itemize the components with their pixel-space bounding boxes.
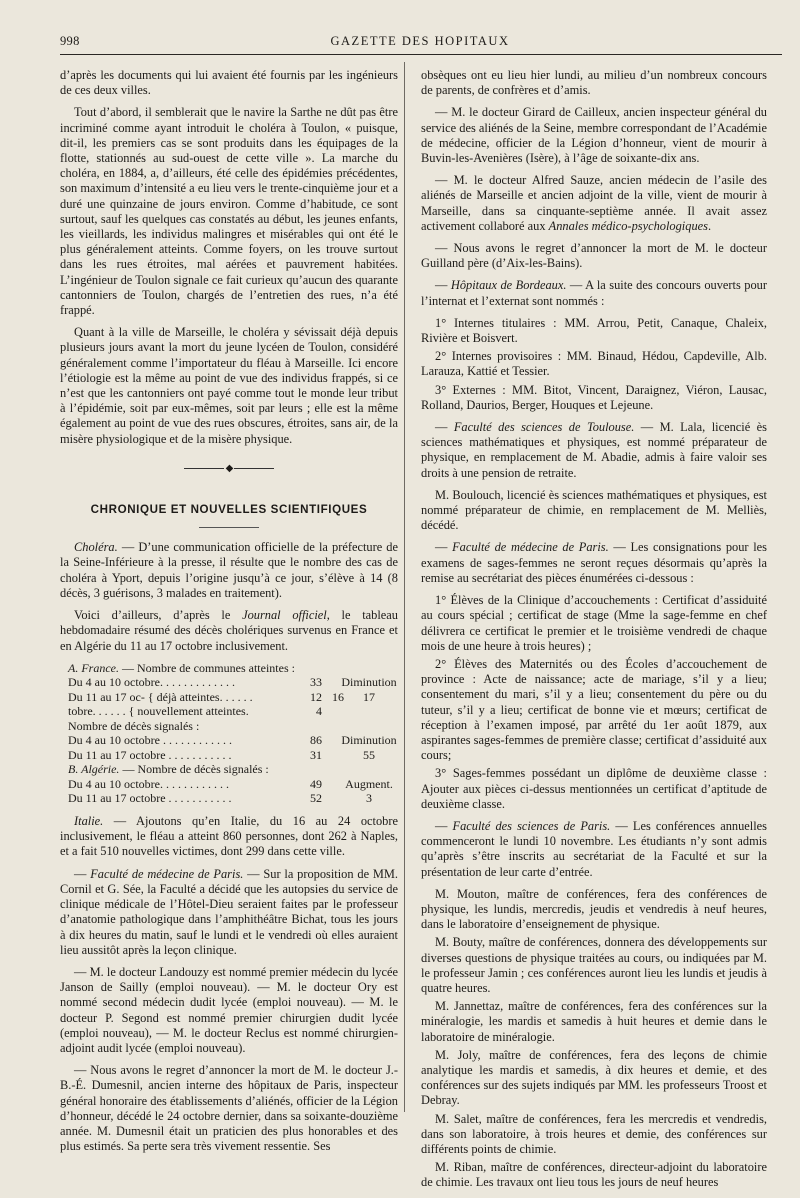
list-item: M. Bouty, maître de conférences, donnera des développements sur diverses questions de physique traitées au cours, ou indiquées par M. le professeur Jamin ; ces conférences auront lieu les lundis et jeudis à quatre heures. — [421, 935, 767, 995]
table-subheading: Nombre de décès signalés : — [68, 718, 200, 733]
paragraph-text: — Sur la proposition de MM. Cornil et G. Sée, la Faculté a décidé que les autopsies du service de clinique médicale de l’Hôtel-Dieu seraient faites par le professeur d’anatomie pathologique dans l’amphithéâtre Bichat, tous les jours à dix heures du matin, sauf le lundi et le vendredi où elles auraient lieu aussitôt après la leçon clinique. — [60, 866, 398, 957]
rubric-label: Faculté des sciences de Paris. — [452, 818, 611, 833]
paragraph-faculte: — Faculté de médecine de Paris. — Sur la proposition de MM. Cornil et G. Sée, la Faculté a décidé que les autopsies du service de clinique médicale de l’Hôtel-Dieu seraient faites par le professeur d’anatomie pathologique dans l’amphithéâtre Bichat, tous les jours à dix heures du matin, sauf le lundi et le vendredi où elles auraient lieu aussitôt après la leçon clinique. — [60, 866, 398, 957]
paragraph-text: — D’une communication officielle de la préfecture de la Seine-Inférieure à la presse, il résulte que le nombre des cas de choléra à Yport, depuis l’origine jusqu’à ce jour, s’élève à 14 (8 décès, 3 guérisons, 3 malades en traitement). — [60, 540, 398, 600]
section-title: CHRONIQUE ET NOUVELLES SCIENTIFIQUES — [90, 503, 368, 517]
row-label: Du 11 au 17 octobre . . . . . . . . . . . — [68, 791, 232, 806]
row-value: 33 — [310, 675, 322, 690]
paragraph-text: Voici d’ailleurs, d’après le — [74, 608, 243, 623]
table-row — [68, 791, 398, 806]
table-row — [68, 733, 398, 748]
rubric-label: Choléra. — [74, 540, 118, 555]
row-label: Du 4 au 10 octobre. . . . . . . . . . . . . — [68, 675, 235, 690]
paragraph: d’après les documents qui lui avaient été fournis par les ingénieurs de ces deux villes. — [60, 68, 398, 98]
row-value: 4 — [316, 704, 322, 719]
table-heading — [68, 661, 398, 675]
result-number: 55 — [363, 747, 375, 762]
paragraph: — M. le docteur Girard de Cailleux, ancien inspecteur général du service des aliénés de la Seine, membre correspondant de l’Académie de médecine, officier de la Légion d’honneur, vient de mourir à Buvin-les-Avenières (Isère), à l’âge de soixante-dix ans. — [421, 105, 767, 166]
list-item: 2° Internes provisoires : MM. Binaud, Hédou, Capdeville, Alb. Larauza, Kattié et Tessier. — [421, 349, 767, 379]
row-value: 31 — [310, 747, 322, 762]
row-value: 52 — [310, 791, 322, 806]
paragraph-text: — Ajoutons qu’en Italie, du 16 au 24 octobre inclusivement, le fléau a atteint 860 personnes, dont 262 à Naples, et a fait 510 nouvelles victimes, dont 299 dans cette ville. — [60, 814, 398, 859]
list-item: 1° Internes titulaires : MM. Arrou, Petit, Canaque, Chaleix, Rivière et Boisvert. — [421, 315, 767, 346]
result-word: Diminution — [341, 733, 397, 748]
paragraph: — Nous avons le regret d’annoncer la mort de M. le docteur J.-B.-É. Dumesnil, ancien interne des hôpitaux de Paris, inspecteur général honoraire des établissements d’aliénés, officier de la Légion d’honneur, décédé le 24 octobre dernier, dans sa soixante-douzième année. M. Dumesnil était un praticien des plus honorables et des plus estimés. Sa perte sera très vivement ressentie. Ses — [60, 1063, 398, 1154]
rubric-label: Faculté des sciences de Toulouse. — [453, 420, 635, 435]
list-item: 2° Élèves des Maternités ou des Écoles d’accouchement de province : Acte de naissance; acte de mariage, s’il y a lieu; consentement du mari, s’il y a lieu; consentement du père ou du tuteur, s’il y a lieu; certificat de bonne vie et mœurs; certificat de réception à l’examen imposé, par arrêté du 1er août 1879, aux aspirantes sages-femmes de première classe; certificat d’assiduité aux cours; — [421, 656, 767, 763]
paragraph-italie — [60, 814, 398, 860]
paragraph: M. Boulouch, licencié ès sciences mathématiques et physiques, est nommé préparateur de chimie, en remplacement de M. Melliès, décédé. — [421, 487, 767, 533]
list-item: M. Mouton, maître de conférences, fera des conférences de physique, les lundis, mercredis, jeudis et vendredis à neuf heures, dans le laboratoire d’enseignement de physique. — [421, 886, 767, 932]
list-item: M. Salet, maître de conférences, fera les mercredis et vendredis, dans son laboratoire, à trois heures et demie, des conférences sur différents points de chimie. — [421, 1111, 767, 1156]
table-row — [68, 777, 398, 792]
list-item: M. Jannettaz, maître de conférences, fera des conférences sur la minéralogie, les mardis et samedis à huit heures et demie dans le laboratoire de minéralogie. — [421, 999, 767, 1044]
row-value: 49 — [310, 776, 322, 791]
list-item: M. Riban, maître de conférences, directeur-adjoint du laboratoire de chimie. Les travaux ont lieu tous les jours de neuf heures — [421, 1160, 767, 1190]
page-number: 998 — [60, 34, 80, 48]
paragraph-text: — Les conférences annuelles commenceront le lundi 10 novembre. Les étudiants n’y sont admis qu’après s’être inscrits au secrétariat de la Faculté et sur la présentation de leur carte d’entrée. — [421, 818, 767, 879]
table-row — [68, 748, 398, 763]
paragraph-text: — M. Lala, licencié ès sciences mathématiques et physiques, est nommé préparateur de physique, en remplacement de M. Abadie, admis à faire valoir ses droits à une pension de retraite. — [421, 420, 767, 480]
table-title: — Nombre de décès signalés : — [119, 762, 269, 777]
header-rule — [60, 54, 782, 55]
list-item: 3° Externes : MM. Bitot, Vincent, Daraignez, Viéron, Lausac, Rolland, Daurios, Berger, Houques et Lejeune. — [421, 382, 767, 412]
paragraph: obsèques ont eu lieu hier lundi, au milieu d’un nombreux concours de parents, de confrères et d’amis. — [421, 68, 767, 98]
paragraph: Tout d’abord, il semblerait que le navire la Sarthe ne dût pas être incriminé comme ayant introduit le choléra à Toulon, « puisque, dit-il, les premiers cas se sont produits dans les équipages de la flotte, stationnés au sud-ouest de cette ville ». La marche du choléra, en 1884, a, d’ailleurs, été celle des épidémies précédentes, son maximum d’intensité a eu lieu vers le trente-cinquième jour et a duré une quinzaine de jours environ. Comme d’habitude, ce sont surtout, sauf les quelques cas constatés au début, les jeunes enfants, les vieillards, les individus malingres et misérables qui ont été le plus généralement atteints. Comme foyers, on les trouve surtout dans les rues étroites, mal aérées et pauvrement habitées. L’ingénieur de Toulon signale ce fait curieux qu’aucun des quarante cantonniers de Toulon, chargés de l’entretien des rues, n’a été frappé. — [60, 105, 398, 318]
right-column — [421, 68, 767, 1198]
paragraph — [60, 608, 398, 654]
row-label: tobre. . . . . . { nouvellement atteintes. — [68, 704, 249, 719]
table-row — [68, 704, 398, 719]
paragraph-cholera — [60, 540, 398, 601]
section-rule — [199, 527, 259, 528]
list-item: 1° Élèves de la Clinique d’accouchements : Certificat d’assiduité au cours spécial ; certificat de stage (Mme la sage-femme en chef délivrera ce certificat le premier et le troisième vendredi de chaque mois de une heure à trois heures) ; — [421, 593, 767, 653]
rubric-label: Hôpitaux de Bordeaux. — [450, 278, 567, 293]
table-row — [68, 675, 398, 690]
list-item: M. Joly, maître de conférences, fera des leçons de chimie analytique les mardis et samedis, à dix heures et demie, et des conférences sur des sujets indiqués par MM. les professeurs Troost et Debray. — [421, 1047, 767, 1108]
result-word: Augment. — [345, 776, 393, 791]
paragraph — [421, 173, 767, 234]
row-label: Du 11 au 17 oc- { déjà atteintes. . . . . . — [68, 689, 253, 704]
table-row — [68, 690, 398, 705]
journal-name: Annales médico-psychologiques — [548, 218, 708, 233]
row-label: Du 11 au 17 octobre . . . . . . . . . . . — [68, 747, 232, 762]
paragraph-text: , le tableau hebdomadaire résumé des décès cholériques survenus en France et en Algérie du 11 au 17 octobre inclusivement. — [60, 608, 398, 653]
table-title: — Nombre de communes atteintes : — [118, 660, 295, 675]
row-value: 86 — [310, 733, 322, 748]
row-label: Du 4 au 10 octobre . . . . . . . . . . . . — [68, 733, 232, 748]
paragraph-bordeaux: — Hôpitaux de Bordeaux. — A la suite des concours ouverts pour l’internat et l’externat sont nommés : — [421, 278, 767, 308]
column-divider — [404, 62, 405, 1112]
paragraph-text: — Les consignations pour les examens de sages-femmes ne seront reçues désormais qu’après la remise au secrétariat des pièces énumérées ci-dessous : — [421, 540, 767, 585]
row-value: 12 — [310, 689, 322, 704]
paragraph: — M. le docteur Landouzy est nommé premier médecin du lycée Janson de Sailly (emploi nouveau). — M. le docteur Ory est nommé second médecin dudit lycée (emploi nouveau). — M. le docteur P. Segond est nommé premier chirurgien dudit lycée (emploi nouveau), — M. le docteur Reclus est nommé chirurgien-adjoint audit lycée (emploi nouveau). — [60, 964, 398, 1055]
rubric-label: Faculté de médecine de Paris. — [452, 540, 609, 555]
journal-title: GAZETTE DES HOPITAUX — [330, 34, 510, 48]
table-label: B. Algérie. — [68, 762, 120, 777]
paragraph: — Nous avons le regret d’annoncer la mort de M. le docteur Guilland père (d’Aix-les-Bains). — [421, 241, 767, 271]
paragraph-toulouse: — Faculté des sciences de Toulouse. — M. Lala, licencié ès sciences mathématiques et physiques, est nommé préparateur de physique, en remplacement de M. Abadie, admis à faire valoir ses droits à une pension de retraite. — [421, 420, 767, 480]
result-number: 17 — [363, 689, 375, 704]
left-column — [60, 68, 398, 1161]
paragraph-fmp: — Faculté de médecine de Paris. — Les consignations pour les examens de sages-femmes ne seront reçues désormais qu’après la remise au secrétariat des pièces énumérées ci-dessous : — [421, 540, 767, 585]
paragraph-text: . — [707, 218, 712, 233]
result-word: Diminution — [341, 675, 397, 690]
result-number: 3 — [366, 791, 372, 806]
paragraph: Quant à la ville de Marseille, le choléra y sévissait déjà depuis plusieurs jours avant la mort du jeune lycéen de Toulon, considéré généralement comme l’importateur du fléau à Marseille. Ici encore l’étiologie est la même au point de vue des individus frappés, si ce n’est que les cantonniers ont payé comme tout le monde leur tribut à l’épidémie, soit par eux-mêmes, soit par leurs ; elle est la même également au point de vue des rues obscures, étroites, sans air, de la misère physiologique et de la misère physique. — [60, 325, 398, 446]
list-item: 3° Sages-femmes possédant un diplôme de deuxième classe : Ajouter aux pièces ci-dessus mentionnées un certificat d’aptitude de deuxième classe. — [421, 766, 767, 811]
row-label: Du 4 au 10 octobre. . . . . . . . . . . . — [68, 776, 229, 791]
cholera-stats-table — [68, 661, 398, 806]
rubric-label: Faculté de médecine de Paris. — [90, 866, 244, 881]
paragraph-text: — M. le docteur Alfred Sauze, ancien médecin de l’asile des aliénés de Marseille et ancien adjoint de la ville, vient de mourir à Marseille, dans sa cinquante-septième année. Il avait assez activement collaboré aux — [421, 173, 767, 233]
row-sum: 16 — [332, 689, 344, 704]
paragraph-text: — A la suite des concours ouverts pour l’internat et l’externat sont nommés : — [421, 278, 767, 308]
paragraph-fsp: — Faculté des sciences de Paris. — Les conférences annuelles commenceront le lundi 10 novembre. Les étudiants n’y sont admis qu’après s’être inscrits au secrétariat de la Faculté et sur la présentation de leur carte d’entrée. — [421, 818, 767, 879]
page-header — [60, 30, 780, 54]
rubric-label: Italie. — [74, 814, 104, 829]
ornament-divider: ◆ — [60, 461, 398, 476]
journal-name: Journal officiel — [242, 608, 327, 623]
table-label: A. France. — [68, 660, 119, 675]
table-heading — [68, 762, 398, 776]
